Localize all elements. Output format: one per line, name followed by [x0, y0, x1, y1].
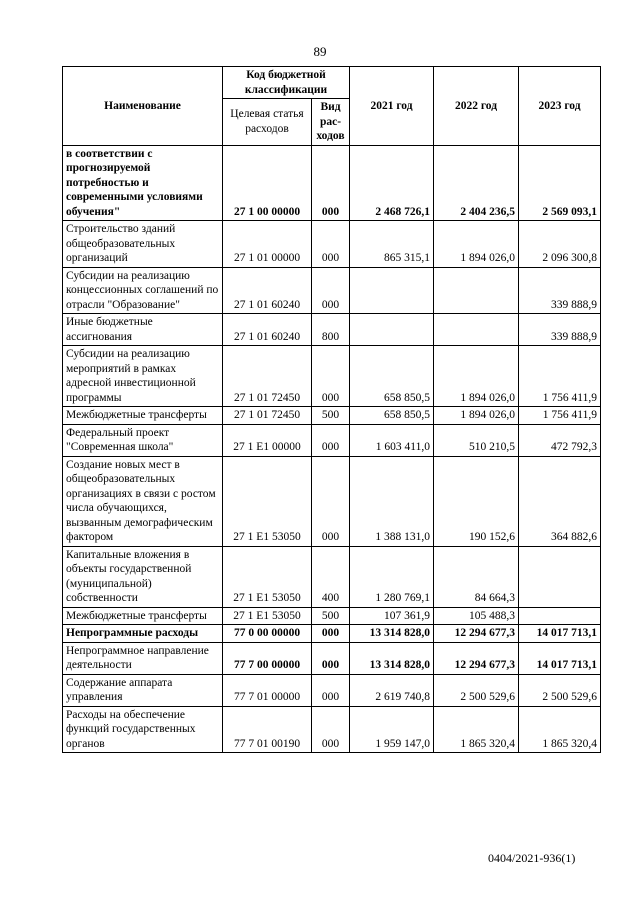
- row-value-2022: 1 894 026,0: [434, 346, 519, 407]
- row-name: Федеральный проект "Современная школа": [63, 424, 223, 456]
- row-target-article: 77 0 00 00000: [223, 625, 312, 643]
- page-number: 89: [313, 44, 327, 59]
- row-name: Капитальные вложения в объекты государственной (муниципальной) собственности: [63, 546, 223, 607]
- row-value-2023: [519, 607, 601, 625]
- row-value-2023: 14 017 713,1: [519, 642, 601, 674]
- row-value-2022: 1 894 026,0: [434, 221, 519, 268]
- row-expense-type: 000: [312, 625, 350, 643]
- row-target-article: 27 1 01 72450: [223, 346, 312, 407]
- table-row: [63, 625, 601, 643]
- row-value-2021: 1 280 769,1: [350, 546, 434, 607]
- row-expense-type: 000: [312, 706, 350, 753]
- row-target-article: 27 1 E1 53050: [223, 456, 312, 546]
- table-row: [63, 674, 601, 706]
- row-value-2022: 190 152,6: [434, 456, 519, 546]
- row-value-2022: 84 664,3: [434, 546, 519, 607]
- row-value-2023: 339 888,9: [519, 314, 601, 346]
- row-name: Субсидии на реализацию концессионных соглашений по отрасли "Образование": [63, 267, 223, 314]
- table-row: [63, 424, 601, 456]
- row-name: Расходы на обеспечение функций государственных органов: [63, 706, 223, 753]
- row-value-2021: [350, 314, 434, 346]
- budget-table: [62, 66, 601, 753]
- table-row: [63, 642, 601, 674]
- document-code: 0404/2021-936(1): [488, 851, 576, 865]
- table-body: [63, 145, 601, 753]
- row-value-2021: 1 388 131,0: [350, 456, 434, 546]
- row-value-2022: [434, 267, 519, 314]
- row-target-article: 27 1 01 00000: [223, 221, 312, 268]
- row-value-2022: 2 404 236,5: [434, 145, 519, 221]
- row-value-2022: 12 294 677,3: [434, 642, 519, 674]
- table-row: [63, 221, 601, 268]
- row-value-2023: 472 792,3: [519, 424, 601, 456]
- row-name: Создание новых мест в общеобразовательных организациях в связи с ростом числа обучающихся, вызванным демографическим фактором: [63, 456, 223, 546]
- row-value-2021: 1 959 147,0: [350, 706, 434, 753]
- row-value-2022: 105 488,3: [434, 607, 519, 625]
- row-expense-type: 500: [312, 607, 350, 625]
- row-value-2023: 1 756 411,9: [519, 407, 601, 425]
- header-name: Наименование: [63, 67, 223, 146]
- row-expense-type: 000: [312, 346, 350, 407]
- row-expense-type: 500: [312, 407, 350, 425]
- row-name: Непрограммные расходы: [63, 625, 223, 643]
- table-row: [63, 407, 601, 425]
- table-row: [63, 456, 601, 546]
- row-name: Иные бюджетные ассигнования: [63, 314, 223, 346]
- table-row: [63, 314, 601, 346]
- row-target-article: 27 1 E1 00000: [223, 424, 312, 456]
- header-year-2023: 2023 год: [519, 67, 601, 146]
- row-expense-type: 800: [312, 314, 350, 346]
- row-value-2022: 12 294 677,3: [434, 625, 519, 643]
- row-value-2022: [434, 314, 519, 346]
- row-name: в соответствии с прогнозируемой потребностью и современными условиями обучения": [63, 145, 223, 221]
- table-row: [63, 706, 601, 753]
- row-value-2023: 1 865 320,4: [519, 706, 601, 753]
- row-target-article: 77 7 01 00000: [223, 674, 312, 706]
- table-row: [63, 267, 601, 314]
- row-expense-type: 400: [312, 546, 350, 607]
- row-value-2021: 658 850,5: [350, 407, 434, 425]
- row-expense-type: 000: [312, 221, 350, 268]
- row-value-2021: 2 468 726,1: [350, 145, 434, 221]
- row-name: Строительство зданий общеобразовательных организаций: [63, 221, 223, 268]
- row-expense-type: 000: [312, 642, 350, 674]
- row-name: Межбюджетные трансферты: [63, 607, 223, 625]
- row-value-2021: 2 619 740,8: [350, 674, 434, 706]
- row-expense-type: 000: [312, 456, 350, 546]
- header-year-2021: 2021 год: [350, 67, 434, 146]
- header-code-group: Код бюджетной классификации: [223, 67, 350, 99]
- row-value-2023: 2 096 300,8: [519, 221, 601, 268]
- table-row: [63, 546, 601, 607]
- row-value-2023: 364 882,6: [519, 456, 601, 546]
- row-value-2022: 510 210,5: [434, 424, 519, 456]
- row-value-2022: 2 500 529,6: [434, 674, 519, 706]
- row-value-2023: 14 017 713,1: [519, 625, 601, 643]
- row-name: Содержание аппарата управления: [63, 674, 223, 706]
- table-row: [63, 145, 601, 221]
- row-value-2021: 13 314 828,0: [350, 642, 434, 674]
- row-expense-type: 000: [312, 267, 350, 314]
- row-name: Непрограммное направление деятельности: [63, 642, 223, 674]
- row-target-article: 27 1 00 00000: [223, 145, 312, 221]
- row-target-article: 27 1 01 60240: [223, 314, 312, 346]
- row-target-article: 77 7 00 00000: [223, 642, 312, 674]
- row-expense-type: 000: [312, 674, 350, 706]
- row-value-2023: 2 569 093,1: [519, 145, 601, 221]
- row-expense-type: 000: [312, 145, 350, 221]
- row-value-2021: 658 850,5: [350, 346, 434, 407]
- row-target-article: 77 7 01 00190: [223, 706, 312, 753]
- row-target-article: 27 1 01 60240: [223, 267, 312, 314]
- row-expense-type: 000: [312, 424, 350, 456]
- row-value-2021: 107 361,9: [350, 607, 434, 625]
- row-value-2023: 1 756 411,9: [519, 346, 601, 407]
- header-expense-type: Вид рас-ходов: [312, 99, 350, 146]
- row-target-article: 27 1 E1 53050: [223, 546, 312, 607]
- row-target-article: 27 1 01 72450: [223, 407, 312, 425]
- header-target-article: Целевая статья расходов: [223, 99, 312, 146]
- row-value-2021: 13 314 828,0: [350, 625, 434, 643]
- table-row: [63, 607, 601, 625]
- row-value-2021: 865 315,1: [350, 221, 434, 268]
- row-value-2021: [350, 267, 434, 314]
- row-value-2022: 1 894 026,0: [434, 407, 519, 425]
- header-year-2022: 2022 год: [434, 67, 519, 146]
- table-row: [63, 346, 601, 407]
- row-value-2023: [519, 546, 601, 607]
- row-target-article: 27 1 E1 53050: [223, 607, 312, 625]
- row-value-2023: 2 500 529,6: [519, 674, 601, 706]
- row-name: Субсидии на реализацию мероприятий в рамках адресной инвестиционной программы: [63, 346, 223, 407]
- row-value-2022: 1 865 320,4: [434, 706, 519, 753]
- row-value-2021: 1 603 411,0: [350, 424, 434, 456]
- row-name: Межбюджетные трансферты: [63, 407, 223, 425]
- row-value-2023: 339 888,9: [519, 267, 601, 314]
